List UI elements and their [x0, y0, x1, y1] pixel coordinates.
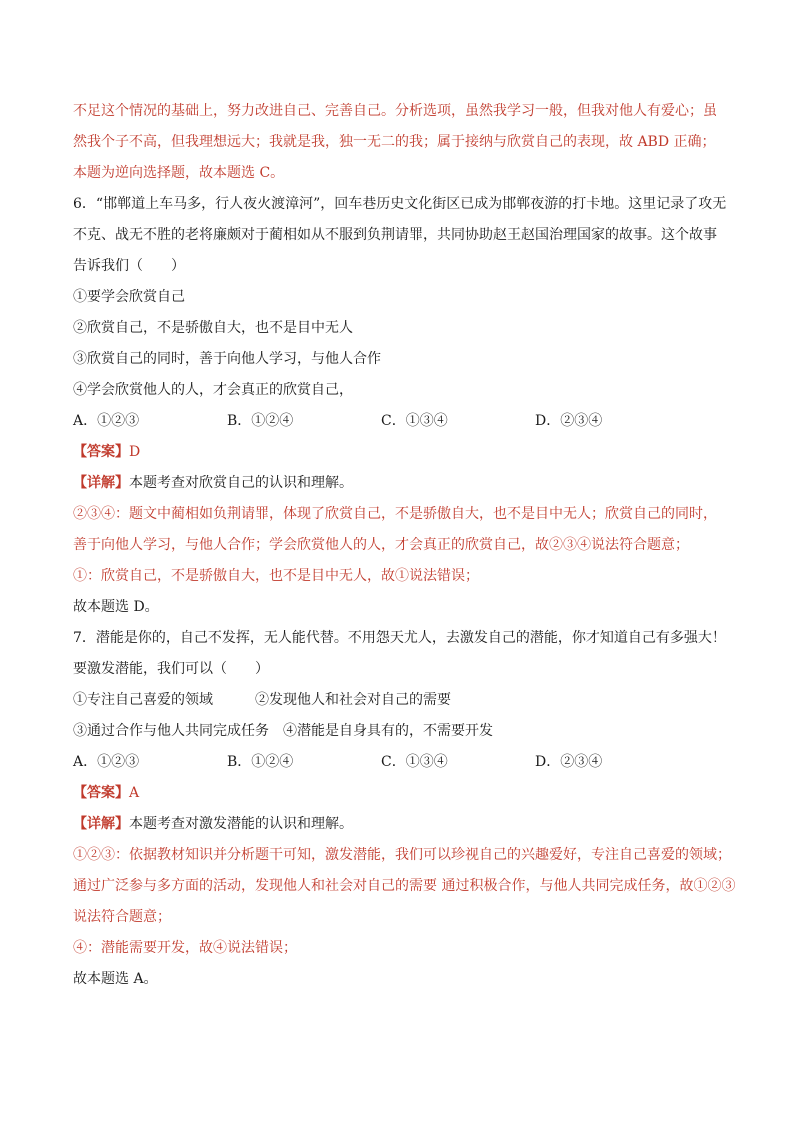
q7-answer-tag: 【答案】 — [73, 785, 129, 801]
q6-item: ②欣赏自己，不是骄傲自大，也不是目中无人 — [73, 320, 353, 336]
q7-analysis-line: ④：潜能需要开发，故④说法错误； — [73, 940, 297, 956]
intro-line: 然我个子不高，但我理想远大；我就是我，独一无二的我；属于接纳与欣赏自己的表现，故 ABD 正确； — [73, 134, 716, 150]
q6-option-b: B．①②④ — [227, 413, 294, 429]
q7-analysis-line: ①②③：依据教材知识并分析题干可知，激发潜能，我们可以珍视自己的兴趣爱好，专注自己喜爱的领域； — [73, 847, 731, 863]
q6-stem-line: 告诉我们（ ） — [73, 258, 185, 274]
q6-stem-line: 不克、战无不胜的老将廉颇对于蔺相如从不服到负荆请罪，共同协助赵王赵国治理国家的故事。这个故事 — [73, 227, 717, 243]
q6-analysis-line: 善于向他人学习，与他人合作；学会欣赏他人的人，才会真正的欣赏自己，故②③④说法符合题意； — [73, 537, 689, 553]
q7-item: ③通过合作与他人共同完成任务 ④潜能是自身具有的，不需要开发 — [73, 723, 493, 739]
q7-detail-intro: 本题考查对激发潜能的认识和理解。 — [129, 816, 353, 832]
q7-option-c: C．①③④ — [381, 754, 448, 770]
q6-item: ④学会欣赏他人的人，才会真正的欣赏自己， — [73, 382, 353, 398]
intro-line: 不足这个情况的基础上，努力改进自己、完善自己。分析选项，虽然我学习一般，但我对他人有爱心；虽 — [73, 103, 717, 119]
q7-option-a: A．①②③ — [73, 754, 140, 770]
q6-answer-tag: 【答案】 — [73, 444, 129, 460]
q6-conclusion: 故本题选 D。 — [73, 599, 159, 615]
q7-answer — [73, 778, 733, 809]
q7-stem-line: 要激发潜能，我们可以（ ） — [73, 661, 269, 677]
question-7 — [73, 623, 736, 995]
q6-option-a: A．①②③ — [73, 413, 140, 429]
q6-detail — [73, 468, 733, 499]
q7-options — [73, 747, 733, 778]
intro-block — [73, 96, 733, 189]
q7-stem-line: 7．潜能是你的，自己不发挥，无人能代替。不用怨天尤人，去激发自己的潜能，你才知道自己有多强大！ — [73, 630, 726, 646]
q7-option-b: B．①②④ — [227, 754, 294, 770]
q7-option-d: D．②③④ — [535, 754, 603, 770]
q6-options — [73, 406, 733, 437]
q6-analysis-line: ①：欣赏自己，不是骄傲自大，也不是目中无人，故①说法错误； — [73, 568, 479, 584]
q6-option-d: D．②③④ — [535, 413, 603, 429]
q6-stem-line: 6．“邯郸道上车马多，行人夜火渡漳河”，回车巷历史文化街区已成为邯郸夜游的打卡地。这里记录了攻无 — [73, 196, 727, 212]
q6-detail-tag: 【详解】 — [73, 475, 129, 491]
q6-detail-intro: 本题考查对欣赏自己的认识和理解。 — [129, 475, 353, 491]
q7-detail-tag: 【详解】 — [73, 816, 129, 832]
document-content — [73, 96, 736, 995]
q7-answer-value: A — [129, 785, 140, 801]
question-6 — [73, 189, 733, 623]
q6-item: ③欣赏自己的同时，善于向他人学习，与他人合作 — [73, 351, 381, 367]
q6-option-c: C．①③④ — [381, 413, 448, 429]
q7-item: ①专注自己喜爱的领域 ②发现他人和社会对自己的需要 — [73, 692, 451, 708]
q6-item: ①要学会欣赏自己 — [73, 289, 185, 305]
q7-analysis-line: 通过广泛参与多方面的活动，发现他人和社会对自己的需要 通过积极合作，与他人共同完成任务，故①②③ — [73, 878, 736, 894]
q7-analysis-line: 说法符合题意； — [73, 909, 171, 925]
q7-conclusion: 故本题选 A。 — [73, 971, 158, 987]
q6-answer — [73, 437, 733, 468]
q6-answer-value: D — [129, 444, 141, 460]
intro-line: 本题为逆向选择题，故本题选 C。 — [73, 165, 285, 181]
q6-analysis-line: ②③④：题文中蔺相如负荆请罪，体现了欣赏自己，不是骄傲自大，也不是目中无人；欣赏自己的同时， — [73, 506, 717, 522]
q7-detail — [73, 809, 733, 840]
